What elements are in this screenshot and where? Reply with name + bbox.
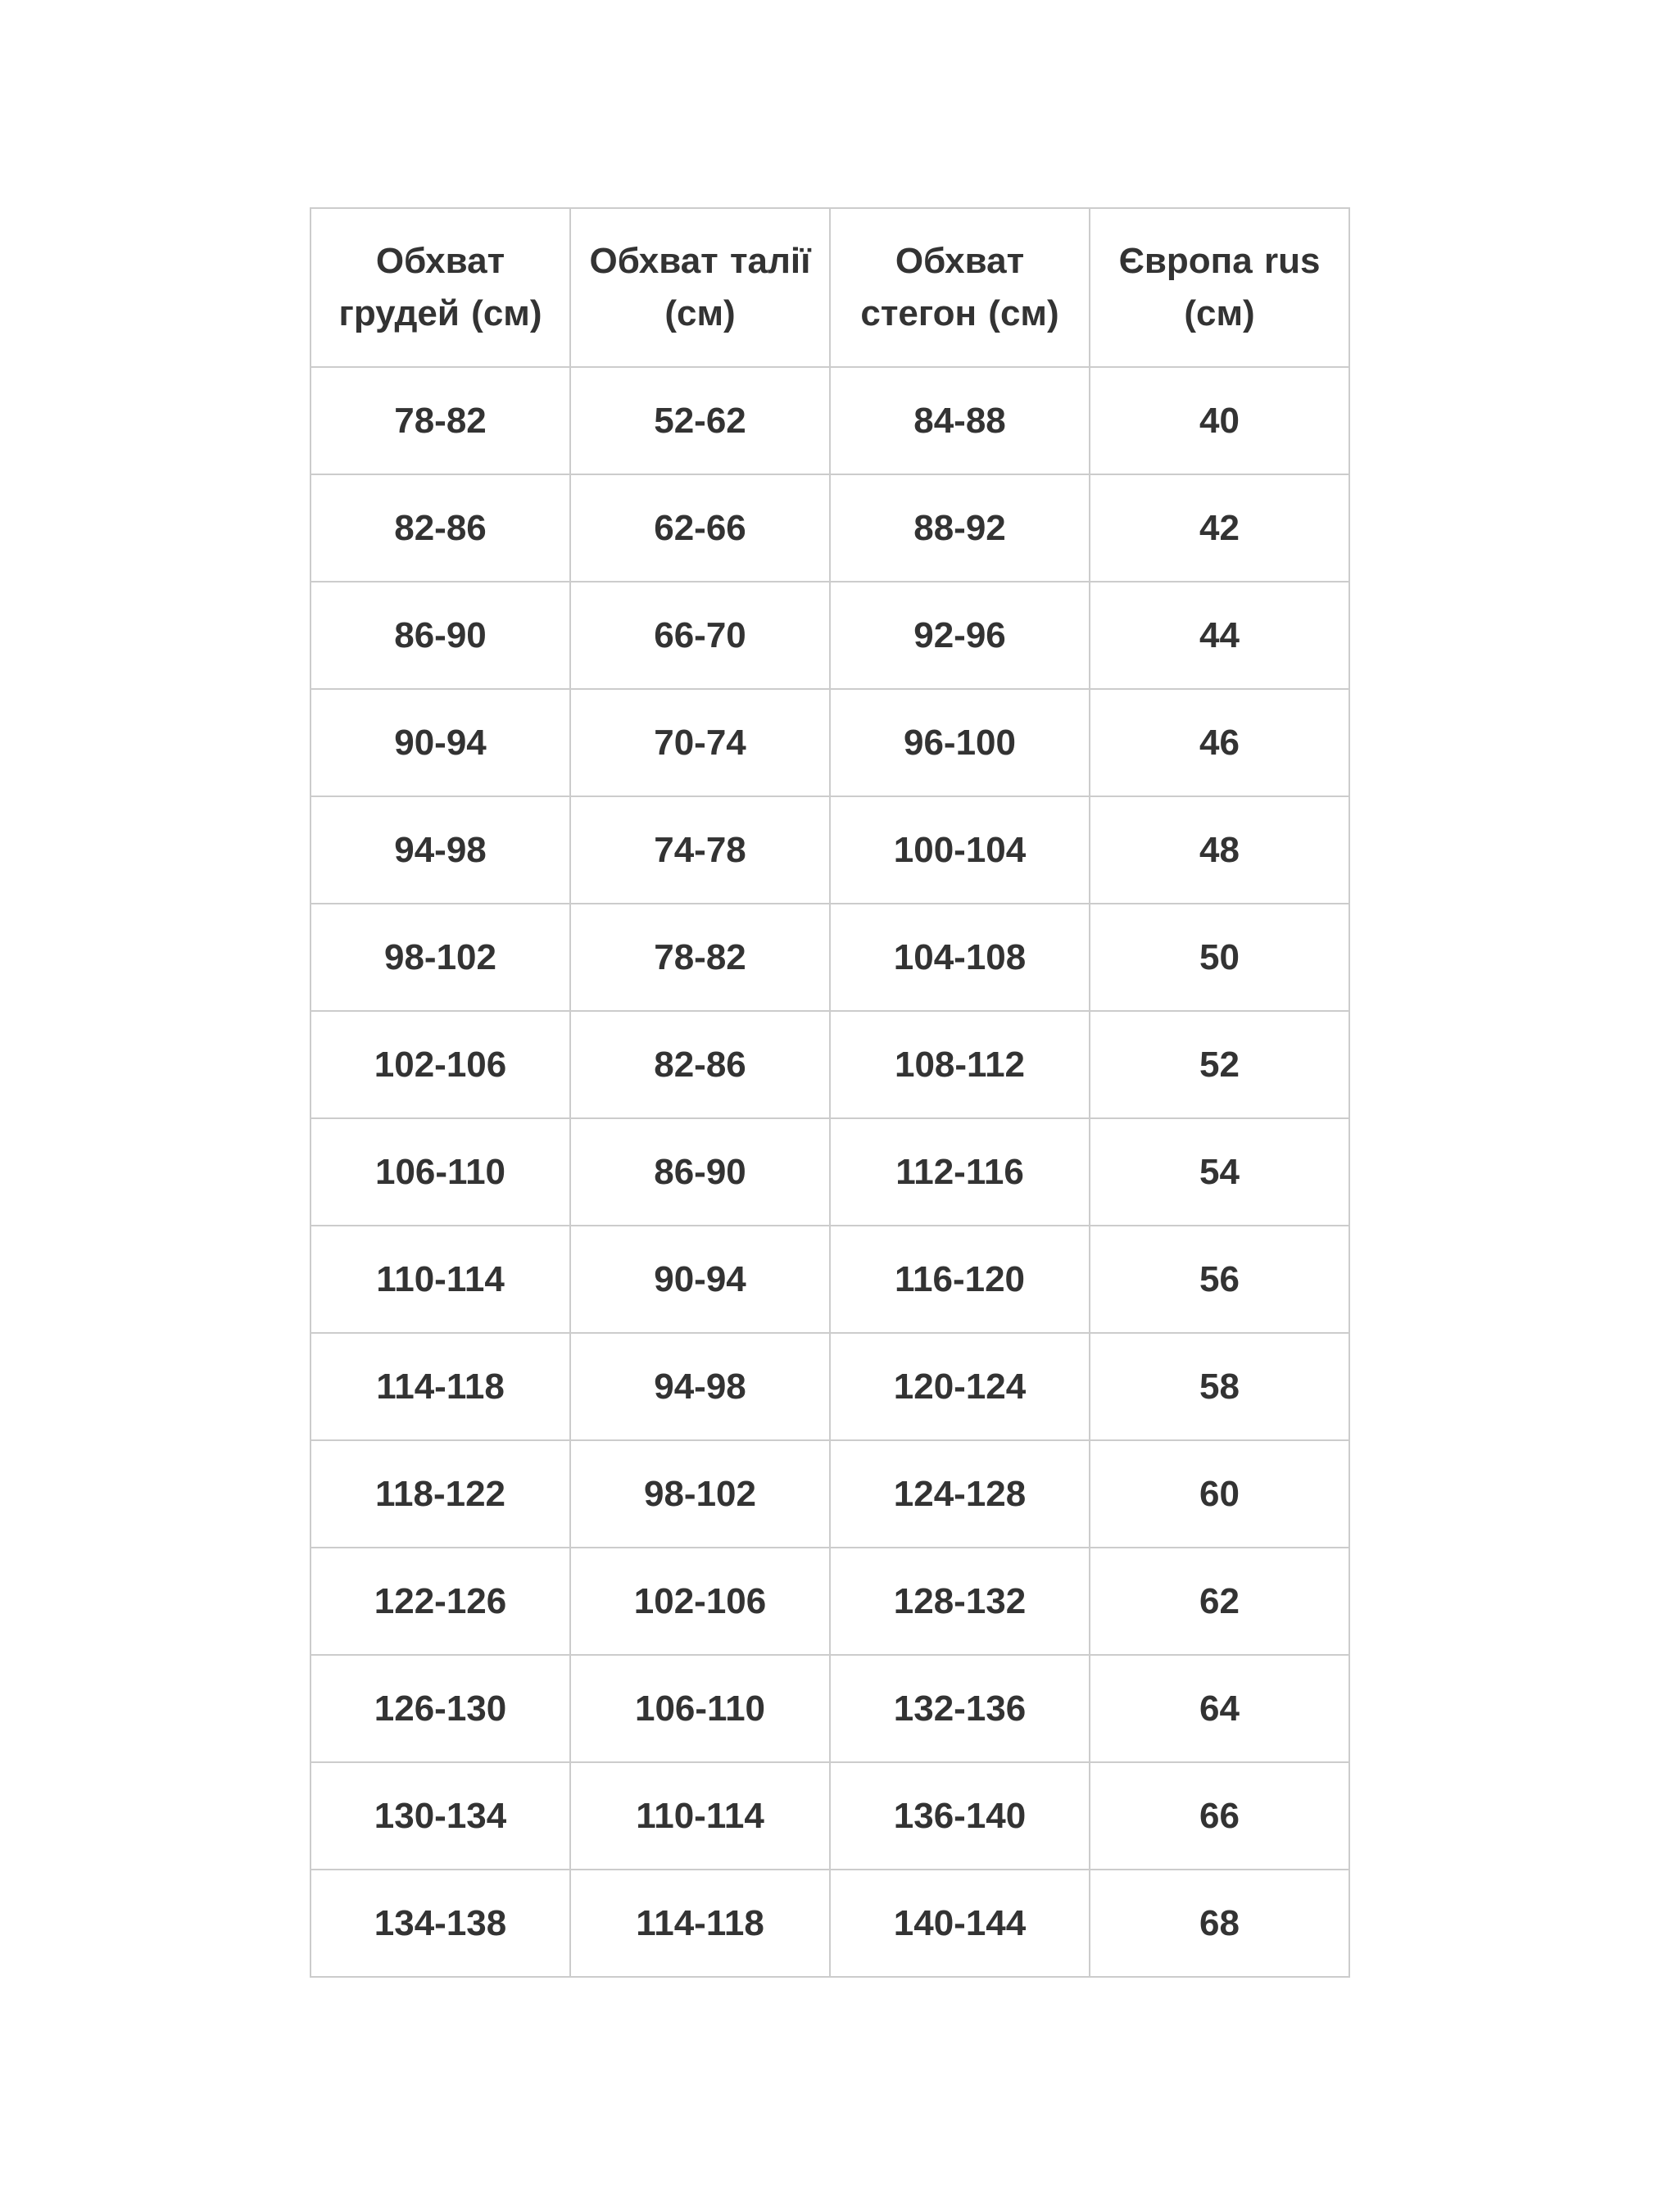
table-cell-hips: 124-128 — [830, 1440, 1090, 1548]
table-row — [310, 1548, 1349, 1655]
table-row — [310, 367, 1349, 474]
table-cell-hips: 128-132 — [830, 1548, 1090, 1655]
table-cell-chest: 86-90 — [310, 582, 570, 689]
table-cell-waist: 94-98 — [570, 1333, 830, 1440]
table-row — [310, 796, 1349, 904]
table-cell-chest: 94-98 — [310, 796, 570, 904]
table-cell-size: 64 — [1090, 1655, 1349, 1762]
table-cell-size: 54 — [1090, 1118, 1349, 1226]
table-cell-size: 46 — [1090, 689, 1349, 796]
table-cell-chest: 106-110 — [310, 1118, 570, 1226]
table-cell-hips: 132-136 — [830, 1655, 1090, 1762]
table-row — [310, 1118, 1349, 1226]
table-cell-chest: 126-130 — [310, 1655, 570, 1762]
table-cell-waist: 86-90 — [570, 1118, 830, 1226]
table-cell-hips: 136-140 — [830, 1762, 1090, 1870]
header-row — [310, 208, 1349, 367]
table-cell-chest: 114-118 — [310, 1333, 570, 1440]
table-cell-size: 62 — [1090, 1548, 1349, 1655]
table-cell-chest: 130-134 — [310, 1762, 570, 1870]
table-row — [310, 1440, 1349, 1548]
table-row — [310, 1333, 1349, 1440]
table-row — [310, 1011, 1349, 1118]
table-cell-chest: 110-114 — [310, 1226, 570, 1333]
table-cell-waist: 74-78 — [570, 796, 830, 904]
table-cell-waist: 78-82 — [570, 904, 830, 1011]
table-cell-hips: 116-120 — [830, 1226, 1090, 1333]
table-cell-hips: 140-144 — [830, 1870, 1090, 1977]
table-cell-size: 42 — [1090, 474, 1349, 582]
table-cell-size: 48 — [1090, 796, 1349, 904]
table-row — [310, 1655, 1349, 1762]
table-cell-chest: 98-102 — [310, 904, 570, 1011]
table-cell-waist: 110-114 — [570, 1762, 830, 1870]
table-row — [310, 1762, 1349, 1870]
table-row — [310, 474, 1349, 582]
table-cell-size: 66 — [1090, 1762, 1349, 1870]
table-row — [310, 1226, 1349, 1333]
table-cell-size: 68 — [1090, 1870, 1349, 1977]
table-cell-size: 52 — [1090, 1011, 1349, 1118]
table-cell-hips: 112-116 — [830, 1118, 1090, 1226]
table-cell-hips: 120-124 — [830, 1333, 1090, 1440]
table-cell-hips: 104-108 — [830, 904, 1090, 1011]
table-cell-waist: 114-118 — [570, 1870, 830, 1977]
table-cell-waist: 70-74 — [570, 689, 830, 796]
table-cell-chest: 118-122 — [310, 1440, 570, 1548]
header-waist-circumference: Обхват талії (см) — [570, 208, 830, 367]
table-cell-waist: 52-62 — [570, 367, 830, 474]
table-cell-chest: 82-86 — [310, 474, 570, 582]
table-cell-waist: 102-106 — [570, 1548, 830, 1655]
table-cell-hips: 108-112 — [830, 1011, 1090, 1118]
table-row — [310, 582, 1349, 689]
table-cell-chest: 102-106 — [310, 1011, 570, 1118]
table-cell-hips: 92-96 — [830, 582, 1090, 689]
table-cell-waist: 90-94 — [570, 1226, 830, 1333]
table-cell-hips: 100-104 — [830, 796, 1090, 904]
table-cell-size: 58 — [1090, 1333, 1349, 1440]
table-row — [310, 1870, 1349, 1977]
table-cell-waist: 106-110 — [570, 1655, 830, 1762]
table-cell-size: 56 — [1090, 1226, 1349, 1333]
size-chart-table — [310, 207, 1350, 1978]
table-cell-size: 60 — [1090, 1440, 1349, 1548]
table-cell-hips: 84-88 — [830, 367, 1090, 474]
table-cell-size: 50 — [1090, 904, 1349, 1011]
table-cell-hips: 88-92 — [830, 474, 1090, 582]
table-row — [310, 904, 1349, 1011]
table-cell-waist: 66-70 — [570, 582, 830, 689]
table-cell-size: 44 — [1090, 582, 1349, 689]
table-cell-hips: 96-100 — [830, 689, 1090, 796]
header-europe-size: Європа rus (см) — [1090, 208, 1349, 367]
table-cell-chest: 78-82 — [310, 367, 570, 474]
header-chest-circumference: Обхват грудей (см) — [310, 208, 570, 367]
table-cell-waist: 82-86 — [570, 1011, 830, 1118]
table-cell-chest: 122-126 — [310, 1548, 570, 1655]
header-hip-circumference: Обхват стегон (см) — [830, 208, 1090, 367]
table-cell-chest: 134-138 — [310, 1870, 570, 1977]
table-cell-waist: 62-66 — [570, 474, 830, 582]
table-cell-size: 40 — [1090, 367, 1349, 474]
table-cell-waist: 98-102 — [570, 1440, 830, 1548]
table-row — [310, 689, 1349, 796]
table-cell-chest: 90-94 — [310, 689, 570, 796]
